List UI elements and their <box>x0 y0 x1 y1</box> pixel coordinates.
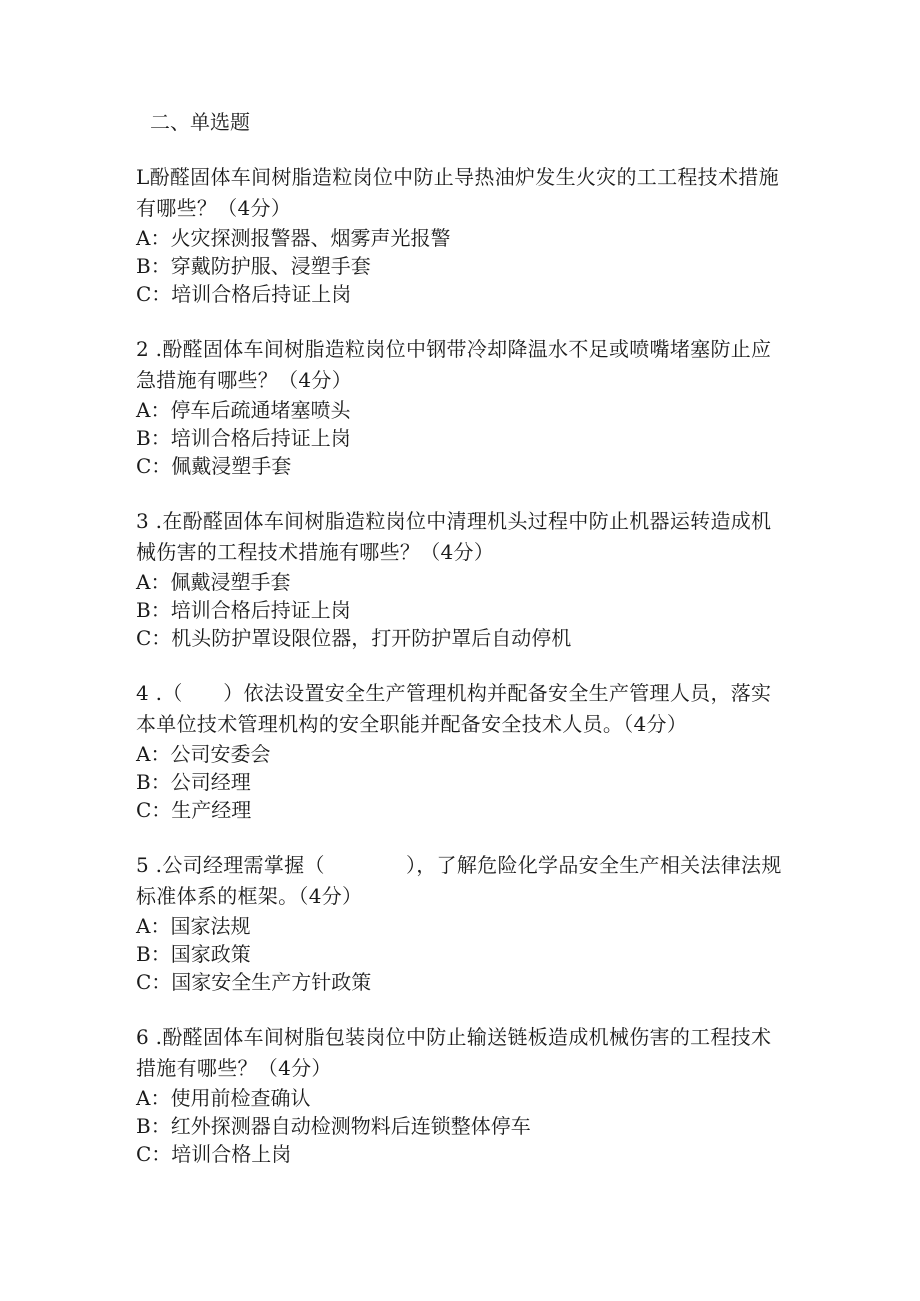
question-stem: 4 .（ ）依法设置安全生产管理机构并配备安全生产管理人员，落实本单位技术管理机构的安全职能并配备安全技术人员。（4分） <box>136 681 772 736</box>
option-a: A：国家法规 <box>136 914 251 938</box>
question-stem: 3 .在酚醛固体车间树脂造粒岗位中清理机头过程中防止机器运转造成机械伤害的工程技术措施有哪些？（4分） <box>136 509 772 564</box>
question-item <box>136 162 786 308</box>
option-list <box>136 1084 786 1168</box>
question-item <box>136 506 786 652</box>
question-list <box>136 162 786 1194</box>
option-list <box>136 740 786 824</box>
option-c: C：机头防护罩设限位器，打开防护罩后自动停机 <box>136 626 572 650</box>
section-title: 二、单选题 <box>150 110 250 134</box>
option-b: B：培训合格后持证上岗 <box>136 426 351 450</box>
option-b: B：培训合格后持证上岗 <box>136 598 351 622</box>
option-b: B：红外探测器自动检测物料后连锁整体停车 <box>136 1114 531 1138</box>
question-item <box>136 678 786 824</box>
option-c: C：培训合格后持证上岗 <box>136 282 352 306</box>
option-b: B：公司经理 <box>136 770 251 794</box>
question-stem: 6 .酚醛固体车间树脂包装岗位中防止输送链板造成机械伤害的工程技术措施有哪些？（4分） <box>136 1025 772 1080</box>
question-item <box>136 850 786 996</box>
option-c: C：佩戴浸塑手套 <box>136 454 292 478</box>
option-a: A：停车后疏通堵塞喷头 <box>136 398 351 422</box>
option-a: A：火灾探测报警器、烟雾声光报警 <box>136 226 451 250</box>
option-a: A：佩戴浸塑手套 <box>136 570 291 594</box>
option-c: C：国家安全生产方针政策 <box>136 970 372 994</box>
option-list <box>136 396 786 480</box>
option-c: C：培训合格上岗 <box>136 1142 292 1166</box>
option-a: A：使用前检查确认 <box>136 1086 311 1110</box>
option-list <box>136 912 786 996</box>
option-c: C：生产经理 <box>136 798 252 822</box>
option-b: B：穿戴防护服、浸塑手套 <box>136 254 371 278</box>
question-item <box>136 1022 786 1168</box>
question-stem: 2 .酚醛固体车间树脂造粒岗位中钢带冷却降温水不足或喷嘴堵塞防止应急措施有哪些？（4分） <box>136 337 772 392</box>
question-stem: L酚醛固体车间树脂造粒岗位中防止导热油炉发生火灾的工工程技术措施有哪些？（4分） <box>136 165 779 220</box>
option-list <box>136 568 786 652</box>
option-b: B：国家政策 <box>136 942 251 966</box>
option-list <box>136 224 786 308</box>
question-item <box>136 334 786 480</box>
option-a: A：公司安委会 <box>136 742 271 766</box>
question-stem: 5 .公司经理需掌握（ ），了解危险化学品安全生产相关法律法规标准体系的框架。（4分） <box>136 853 782 908</box>
